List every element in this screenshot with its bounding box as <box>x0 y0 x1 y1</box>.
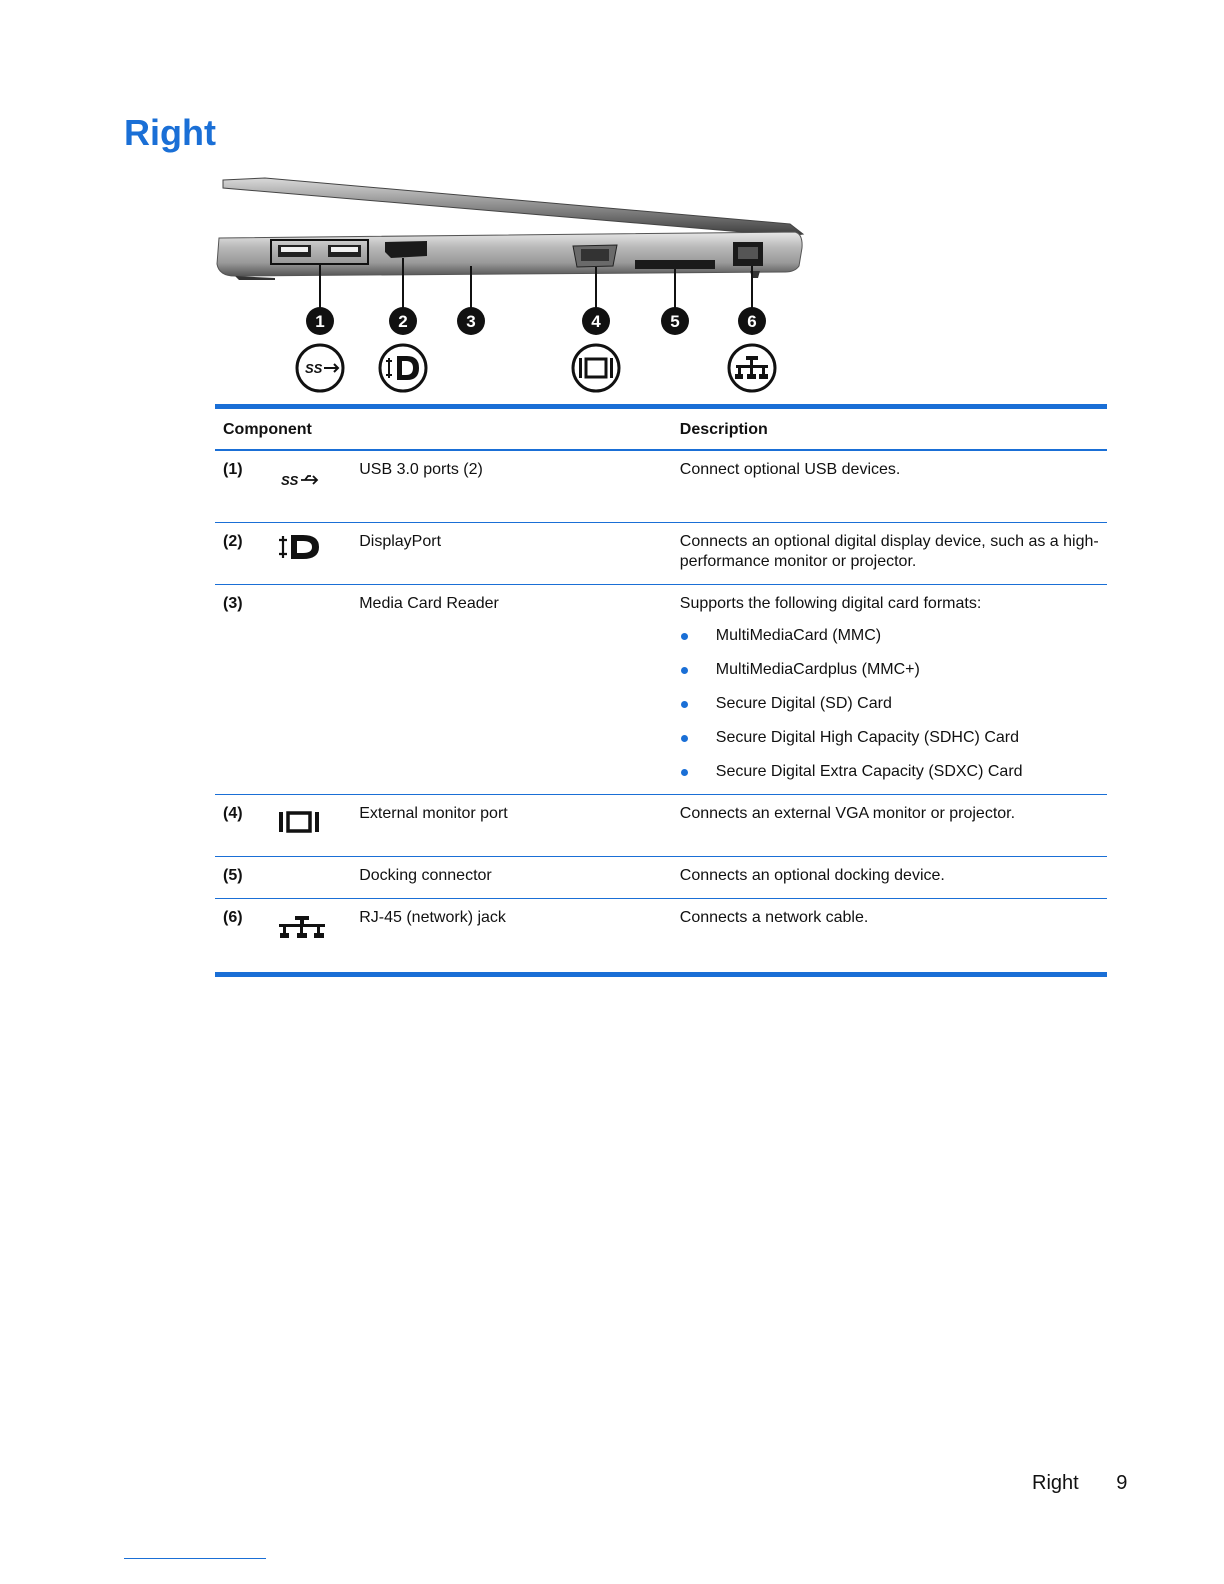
displayport-icon <box>277 532 323 562</box>
callout-1 <box>306 307 334 335</box>
header-description: Description <box>672 407 1107 451</box>
component-description: Connects a network cable. <box>679 909 869 926</box>
component-description: Supports the following digital card formats: <box>679 595 982 612</box>
header-component: Component <box>215 407 672 451</box>
table-row <box>215 899 1107 975</box>
component-description: Connects an optional docking device. <box>672 857 1107 899</box>
laptop-right-side-figure <box>205 168 815 398</box>
laptop-lid <box>223 178 803 236</box>
component-name: USB 3.0 ports (2) <box>351 450 672 523</box>
bullet-icon <box>681 769 688 776</box>
callout-2-label: 2 <box>398 312 408 331</box>
card-formats-list <box>680 626 1099 782</box>
usb-superspeed-icon <box>297 345 343 391</box>
table-row <box>215 795 1107 857</box>
list-item: Secure Digital Extra Capacity (SDXC) Card <box>680 762 1099 782</box>
component-name: RJ-45 (network) jack <box>359 909 506 926</box>
table-header-row <box>215 407 1107 451</box>
component-number: (3) <box>215 585 273 795</box>
bullet-icon <box>681 701 688 708</box>
bullet-icon <box>681 735 688 742</box>
table-row <box>215 450 1107 523</box>
callout-6 <box>738 307 766 335</box>
components-table <box>215 404 1107 977</box>
component-number: (1) <box>215 450 273 523</box>
usb-superspeed-icon <box>277 470 323 490</box>
displayport-icon <box>380 345 426 391</box>
component-number: (6) <box>223 909 243 926</box>
footnote-rule <box>124 1558 266 1559</box>
callout-3-label: 3 <box>466 312 476 331</box>
callout-4-label: 4 <box>591 312 601 331</box>
vga-monitor-icon <box>573 345 619 391</box>
svg-text:SS: SS <box>305 361 323 376</box>
table-row <box>215 585 1107 795</box>
list-item: Secure Digital (SD) Card <box>680 694 1099 714</box>
network-jack-icon <box>729 345 775 391</box>
table-row <box>215 523 1107 585</box>
component-name: Docking connector <box>351 857 672 899</box>
list-item: MultiMediaCard (MMC) <box>680 626 1099 646</box>
footer-section-title: Right <box>1032 1472 1079 1494</box>
list-item: Secure Digital High Capacity (SDHC) Card <box>680 728 1099 748</box>
network-jack-icon <box>277 914 327 940</box>
vga-port <box>573 245 617 267</box>
callout-5 <box>661 307 689 335</box>
component-number: (5) <box>215 857 273 899</box>
page-number: 9 <box>1116 1472 1128 1494</box>
callout-2 <box>389 307 417 335</box>
component-name: DisplayPort <box>351 523 672 585</box>
callout-4 <box>582 307 610 335</box>
page-footer <box>1032 1472 1127 1495</box>
page-title: Right <box>124 112 216 153</box>
component-description: Connects an external VGA monitor or projector. <box>672 795 1107 857</box>
component-name: External monitor port <box>351 795 672 857</box>
table-row <box>215 857 1107 899</box>
bullet-icon <box>681 667 688 674</box>
svg-text:SS: SS <box>280 473 298 488</box>
list-item: MultiMediaCardplus (MMC+) <box>680 660 1099 680</box>
callout-6-label: 6 <box>747 312 757 331</box>
rj45-port <box>733 242 763 266</box>
component-name: Media Card Reader <box>351 585 672 795</box>
component-description: Connect optional USB devices. <box>672 450 1107 523</box>
component-number: (4) <box>215 795 273 857</box>
component-number: (2) <box>215 523 273 585</box>
callout-1-label: 1 <box>315 312 325 331</box>
vga-monitor-icon <box>277 808 323 836</box>
component-description: Connects an optional digital display device, such as a high-performance monitor or projector. <box>672 523 1107 585</box>
displayport-port <box>385 241 427 258</box>
docking-connector <box>635 260 715 269</box>
callout-3 <box>457 307 485 335</box>
callout-5-label: 5 <box>670 312 680 331</box>
bullet-icon <box>681 633 688 640</box>
